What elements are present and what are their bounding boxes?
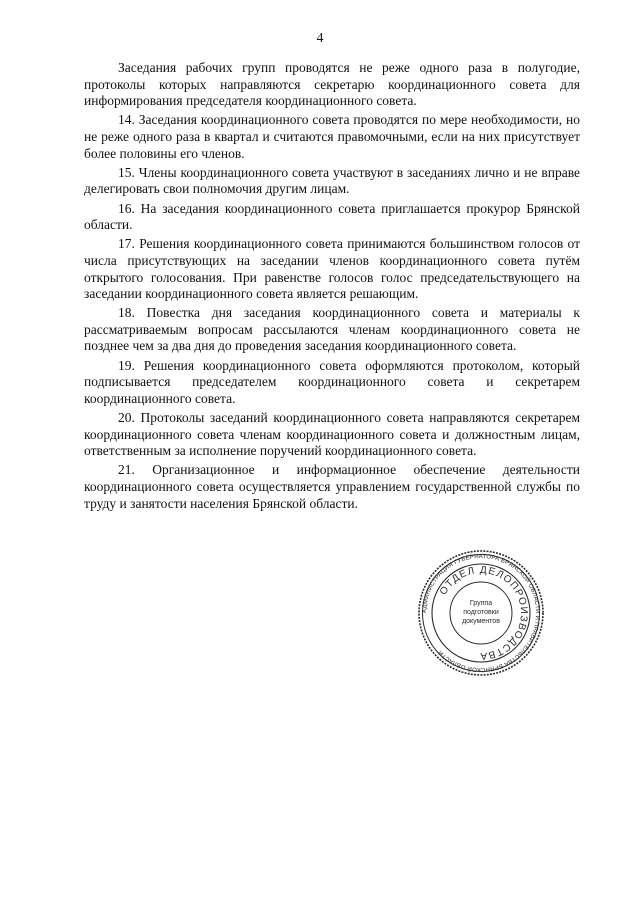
seal-outer-text: АДМИНИСТРАЦИЯ ГУБЕРНАТОРА БРЯНСКОЙ ОБЛАСТИ И ПРАВИТЕЛЬСТВА БРЯНСКОЙ ОБЛАСТИ bbox=[420, 552, 542, 674]
paragraph-15: 15. Члены координационного совета участвуют в заседаниях лично и не вправе делегировать свои полномочия другим лицам. bbox=[84, 164, 580, 197]
paragraph-17: 17. Решения координационного совета принимаются большинством голосов от числа присутствующих на заседании членов координационного совета путём открытого голосования. При равенстве голосов голос председательствующего на заседании координационного совета является решающим. bbox=[84, 236, 580, 302]
paragraph-19: 19. Решения координационного совета оформляются протоколом, который подписывается председателем координационного совета и секретарем координационного совета. bbox=[84, 357, 580, 406]
seal-graphic bbox=[416, 548, 546, 678]
seal-center-line-3: документов bbox=[462, 618, 500, 625]
official-seal-stamp bbox=[416, 548, 546, 678]
paragraph-20: 20. Протоколы заседаний координационного совета направляются секретарем координационного совета членам координационного совета и должностным лицам, ответственным за исполнение поручений координационного совета. bbox=[84, 410, 580, 459]
paragraph-working-groups: Заседания рабочих групп проводятся не реже одного раза в полугодие, протоколы которых направляются секретарю координационного совета для информирования председателя координационного совета. bbox=[84, 60, 580, 109]
seal-inner-text: ОТДЕЛ ДЕЛОПРОИЗВОДСТВА bbox=[438, 564, 530, 662]
page-number: 4 bbox=[316, 30, 324, 45]
paragraph-21: 21. Организационное и информационное обеспечение деятельности координационного совета осуществляется управлением государственной службы по труду и занятости населения Брянской области. bbox=[84, 462, 580, 511]
paragraph-14: 14. Заседания координационного совета проводятся по мере необходимости, но не реже одного раза в квартал и считаются правомочными, если на них присутствует более половины его членов. bbox=[84, 112, 580, 161]
paragraph-18: 18. Повестка дня заседания координационного совета и материалы к рассматриваемым вопросам рассылаются членам координационного совета не позднее чем за два дня до проведения заседания координационного совета. bbox=[84, 305, 580, 354]
seal-center-line-1: Группа bbox=[469, 600, 493, 607]
paragraph-16: 16. На заседания координационного совета приглашается прокурор Брянской области. bbox=[84, 200, 580, 233]
seal-center-line-2: подготовки bbox=[463, 609, 499, 616]
document-body bbox=[84, 60, 580, 515]
